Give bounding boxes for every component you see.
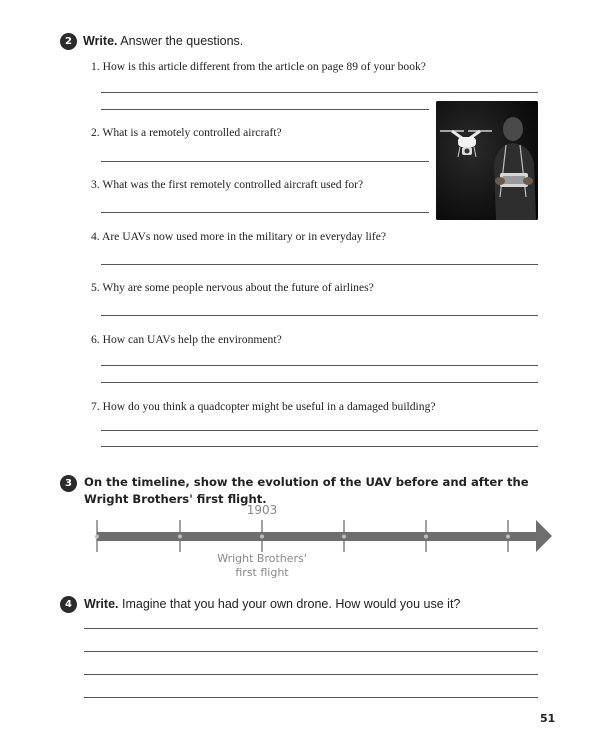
answer-line-3[interactable] bbox=[101, 212, 429, 213]
answer-line-1a[interactable] bbox=[101, 92, 538, 93]
question-1: 1. How is this article different from the article on page 89 of your book? bbox=[91, 60, 426, 73]
answer-line-7a[interactable] bbox=[101, 430, 538, 431]
page-number: 51 bbox=[540, 712, 556, 725]
question-7: 7. How do you think a quadcopter might be useful in a damaged building? bbox=[91, 400, 436, 413]
question-6: 6. How can UAVs help the environment? bbox=[91, 333, 282, 346]
timeline-bar bbox=[97, 532, 538, 541]
question-3: 3. What was the first remotely controlled aircraft used for? bbox=[91, 178, 364, 191]
timeline-dot bbox=[506, 535, 510, 539]
timeline-dot bbox=[342, 535, 346, 539]
section-3-number-badge: 3 bbox=[60, 475, 77, 492]
section-4-number-badge: 4 bbox=[60, 596, 77, 613]
drone-answer-line-3[interactable] bbox=[84, 674, 538, 675]
section-4-heading bbox=[84, 597, 460, 611]
answer-line-6b[interactable] bbox=[101, 382, 538, 383]
timeline-dot bbox=[95, 535, 99, 539]
question-4: 4. Are UAVs now used more in the military or in everyday life? bbox=[91, 230, 387, 243]
drone-answer-line-2[interactable] bbox=[84, 651, 538, 652]
section-2-heading bbox=[83, 34, 243, 48]
timeline-year-label: 1903 bbox=[246, 503, 278, 517]
answer-line-2[interactable] bbox=[101, 161, 429, 162]
question-2: 2. What is a remotely controlled aircraft? bbox=[91, 126, 282, 139]
answer-line-4[interactable] bbox=[101, 264, 538, 265]
timeline-event-label-line2: first flight bbox=[235, 566, 289, 579]
section-4-instruction: Imagine that you had your own drone. How would you use it? bbox=[121, 597, 461, 611]
section-3-instruction: On the timeline, show the evolution of the UAV before and after the Wright Brothers' first flight. bbox=[84, 475, 529, 506]
timeline-dot bbox=[178, 535, 182, 539]
timeline-dot bbox=[260, 535, 264, 539]
drone-answer-line-4[interactable] bbox=[84, 697, 538, 698]
drone-answer-line-1[interactable] bbox=[84, 628, 538, 629]
section-4-title: Write. bbox=[84, 597, 119, 611]
drone-photo bbox=[436, 101, 538, 220]
timeline-arrowhead bbox=[536, 520, 552, 552]
answer-line-6a[interactable] bbox=[101, 365, 538, 366]
drone-photo-illustration bbox=[436, 101, 538, 220]
section-2-number-badge: 2 bbox=[60, 33, 77, 50]
timeline-dot bbox=[424, 535, 428, 539]
answer-line-1b[interactable] bbox=[101, 109, 429, 110]
timeline-event-label-line1: Wright Brothers' bbox=[217, 552, 307, 565]
answer-line-5[interactable] bbox=[101, 315, 538, 316]
section-2-instruction: Answer the questions. bbox=[120, 34, 244, 48]
answer-line-7b[interactable] bbox=[101, 446, 538, 447]
question-5: 5. Why are some people nervous about the future of airlines? bbox=[91, 281, 374, 294]
section-2-title: Write. bbox=[83, 34, 118, 48]
